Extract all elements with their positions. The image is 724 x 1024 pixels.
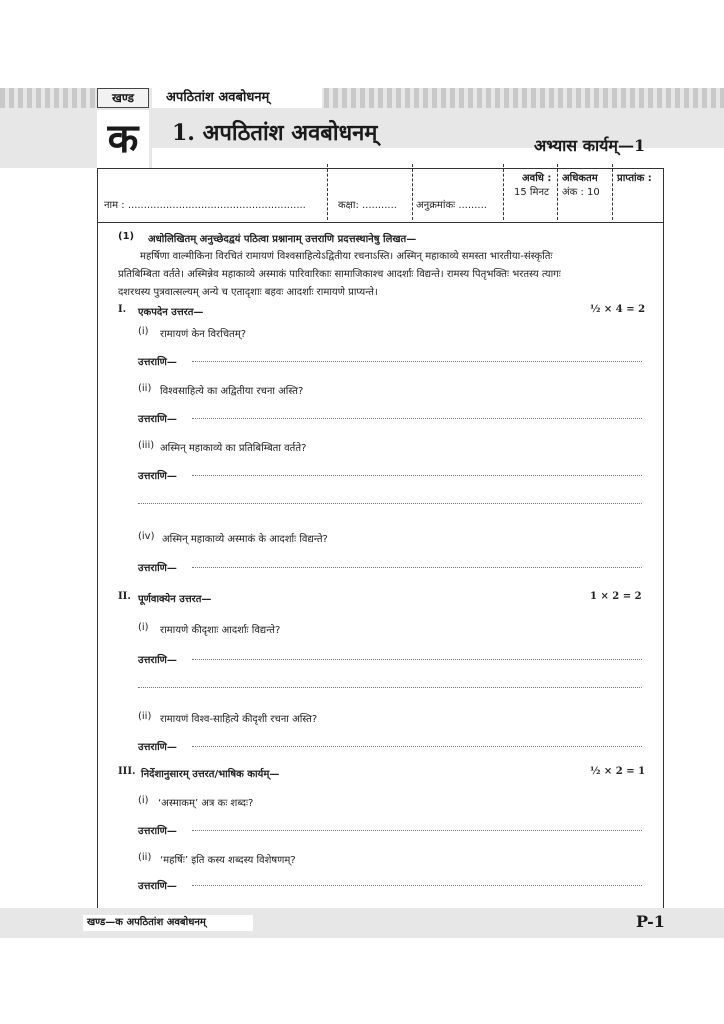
question-text: विश्वसाहित्ये का अद्वितीया रचना अस्ति? [160,386,304,397]
question-text: रामायणं केन विरचितम्? [160,329,247,340]
section-title: पूर्णवाक्येन उत्तरत— [138,594,212,605]
passage-line: प्रतिबिम्बिता वर्तते। अस्मिन्नेव महाकाव्ये अस्माकं पारिवारिकाः सामाजिकाश्च आदर्शाः विद्यन्ते। रामस्य पितृभक्तिः भरतस्य त्यागः [118,269,561,280]
section-marks: ½ × 4 = 2 [590,304,646,315]
answer-line[interactable] [192,830,642,831]
answer-line[interactable] [192,746,642,747]
answer-label: उत्तराणि— [138,655,177,666]
answer-label: उत्तराणि— [138,414,177,425]
info-divider [327,164,328,220]
answer-line[interactable] [138,687,642,688]
info-divider [503,164,504,220]
class-field[interactable]: कक्षा: ........... [338,200,397,211]
question-number: (i) [138,326,149,337]
page-number: P-1 [636,912,665,931]
section-tag: खण्ड [97,88,149,108]
answer-label: उत्तराणि— [138,563,177,574]
question-number: (ii) [138,852,152,863]
info-row-divider [97,222,664,223]
answer-line[interactable] [192,885,642,886]
answer-line[interactable] [192,659,642,660]
passage-line: महर्षिणा वाल्मीकिना विरचितं रामायणं विश्वसाहित्येऽद्वितीया रचनाऽस्ति। अस्मिन् महाकाव्ये समस्ता भारतीया-संस्कृतिः [140,251,553,262]
exercise-title: अभ्यास कार्यम्—1 [534,136,646,155]
question-number: (i) [138,795,149,806]
roll-number-field[interactable]: अनुक्रमांकः ......... [416,200,487,211]
answer-label: उत्तराणि— [138,357,177,368]
passage-instruction: अधोलिखितम् अनुच्छेदद्वयं पठित्वा प्रश्नानाम् उत्तराणि प्रदत्तस्थानेषु लिखत— [148,234,417,245]
question-number: (iii) [138,440,155,451]
section-letter: क [97,110,149,168]
answer-line[interactable] [192,418,642,419]
answer-line[interactable] [138,503,642,504]
chapter-title: 1. अपठितांश अवबोधनम् [172,120,378,146]
question-text: अस्मिन् महाकाव्ये अस्माकं के आदर्शाः विद्यन्ते? [162,534,328,545]
answer-label: उत्तराणि— [138,881,177,892]
section-number: III. [118,766,136,777]
question-number: (ii) [138,711,152,722]
question-number: (i) [138,622,149,633]
info-divider [412,164,413,220]
answer-label: उत्तराणि— [138,742,177,753]
footer-label: खण्ड—क अपठितांश अवबोधनम् [83,915,253,931]
max-marks-value: अंक : 10 [562,187,600,198]
question-text: ‘महर्षिः’ इति कस्य शब्दस्य विशेषणम्? [160,855,296,866]
question-text: अस्मिन् महाकाव्ये का प्रतिबिम्बिता वर्तते? [160,443,307,454]
name-field[interactable]: नाम : ........................................................ [104,200,306,211]
max-marks-label: अधिकतम [562,173,598,184]
section-number: II. [118,591,131,602]
answer-line[interactable] [192,361,642,362]
question-text: रामायणं विश्व-साहित्ये कीदृशी रचना अस्ति? [160,714,318,725]
question-number: (ii) [138,383,152,394]
passage-number: (1) [118,231,135,242]
passage-line: दशरथस्य पुत्रवात्सल्यम् अन्ये च एतादृशाः बहवः आदर्शाः रामायणे प्राप्यन्ते। [118,287,378,298]
obtained-marks-label: प्राप्तांक : [617,173,652,184]
info-divider [612,164,613,220]
answer-label: उत्तराणि— [138,471,177,482]
section-top-title: अपठितांश अवबोधनम् [152,88,322,108]
answer-line[interactable] [192,567,642,568]
duration-value: 15 मिनट [514,187,550,198]
section-marks: 1 × 2 = 2 [590,591,642,602]
question-text: ‘अस्माकम्’ अत्र कः शब्दः? [158,798,254,809]
question-text: रामायणे कीदृशाः आदर्शाः विद्यन्ते? [160,625,281,636]
section-title: निर्देशानुसारम् उत्तरत/भाषिक कार्यम्— [141,769,280,780]
answer-label: उत्तराणि— [138,826,177,837]
info-divider [557,164,558,220]
frame-left-border [97,168,98,908]
duration-label: अवधि : [522,173,552,184]
section-marks: ½ × 2 = 1 [590,766,646,777]
section-number: I. [118,304,127,315]
answer-line[interactable] [192,475,642,476]
frame-top-border [97,168,664,169]
question-number: (iv) [138,531,155,542]
frame-right-border [663,168,664,908]
section-title: एकपदेन उत्तरत— [138,307,204,318]
